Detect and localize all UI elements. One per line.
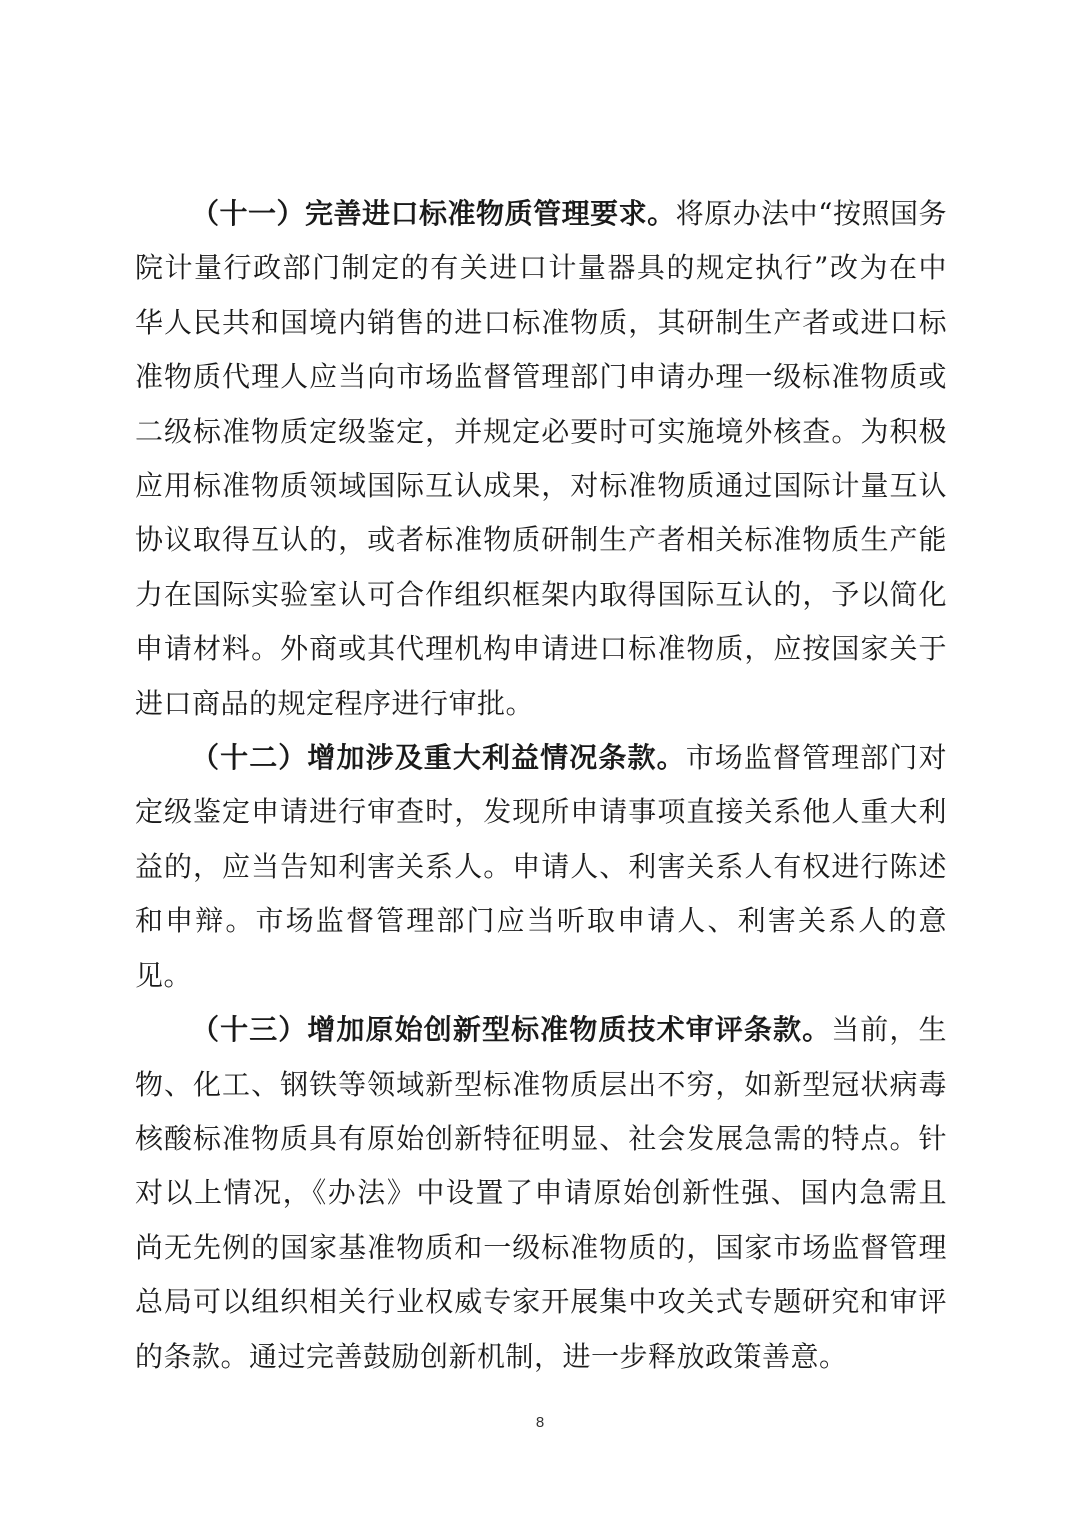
paragraph-13-heading: （十三）增加原始创新型标准物质技术审评条款。: [191, 1013, 832, 1047]
paragraph-11-heading: （十一）完善进口标准物质管理要求。: [191, 197, 676, 230]
page-number: 8: [535, 1414, 545, 1431]
paragraph-12: [135, 731, 947, 1003]
paragraph-13-body: 当前，生物、化工、钢铁等领域新型标准物质层出不穷，如新型冠状病毒核酸标准物质具有原始创新特征明显、社会发展急需的特点。针对以上情况，《办法》中设置了申请原始创新性强、国内急需且尚无先例的国家基准物质和一级标准物质的，国家市场监督管理总局可以组织相关行业权威专家开展集中攻关式专题研究和审评的条款。通过完善鼓励创新机制，进一步释放政策善意。: [135, 1013, 947, 1373]
paragraph-12-body: 市场监督管理部门对定级鉴定申请进行审查时，发现所申请事项直接关系他人重大利益的，应当告知利害关系人。申请人、利害关系人有权进行陈述和申辩。市场监督管理部门应当听取申请人、利害关系人的意见。: [135, 741, 947, 992]
paragraph-13: [135, 1003, 947, 1384]
document-body: [135, 187, 947, 1384]
paragraph-11-body: 将原办法中“按照国务院计量行政部门制定的有关进口计量器具的规定执行”改为在中华人民共和国境内销售的进口标准物质，其研制生产者或进口标准物质代理人应当向市场监督管理部门申请办理一级标准物质或二级标准物质定级鉴定，并规定必要时可实施境外核查。为积极应用标准物质领域国际互认成果，对标准物质通过国际计量互认协议取得互认的，或者标准物质研制生产者相关标准物质生产能力在国际实验室认可合作组织框架内取得国际互认的，予以简化申请材料。外商或其代理机构申请进口标准物质，应按国家关于进口商品的规定程序进行审批。: [135, 197, 947, 720]
paragraph-12-heading: （十二）增加涉及重大利益情况条款。: [191, 741, 686, 775]
paragraph-11: [135, 187, 947, 731]
